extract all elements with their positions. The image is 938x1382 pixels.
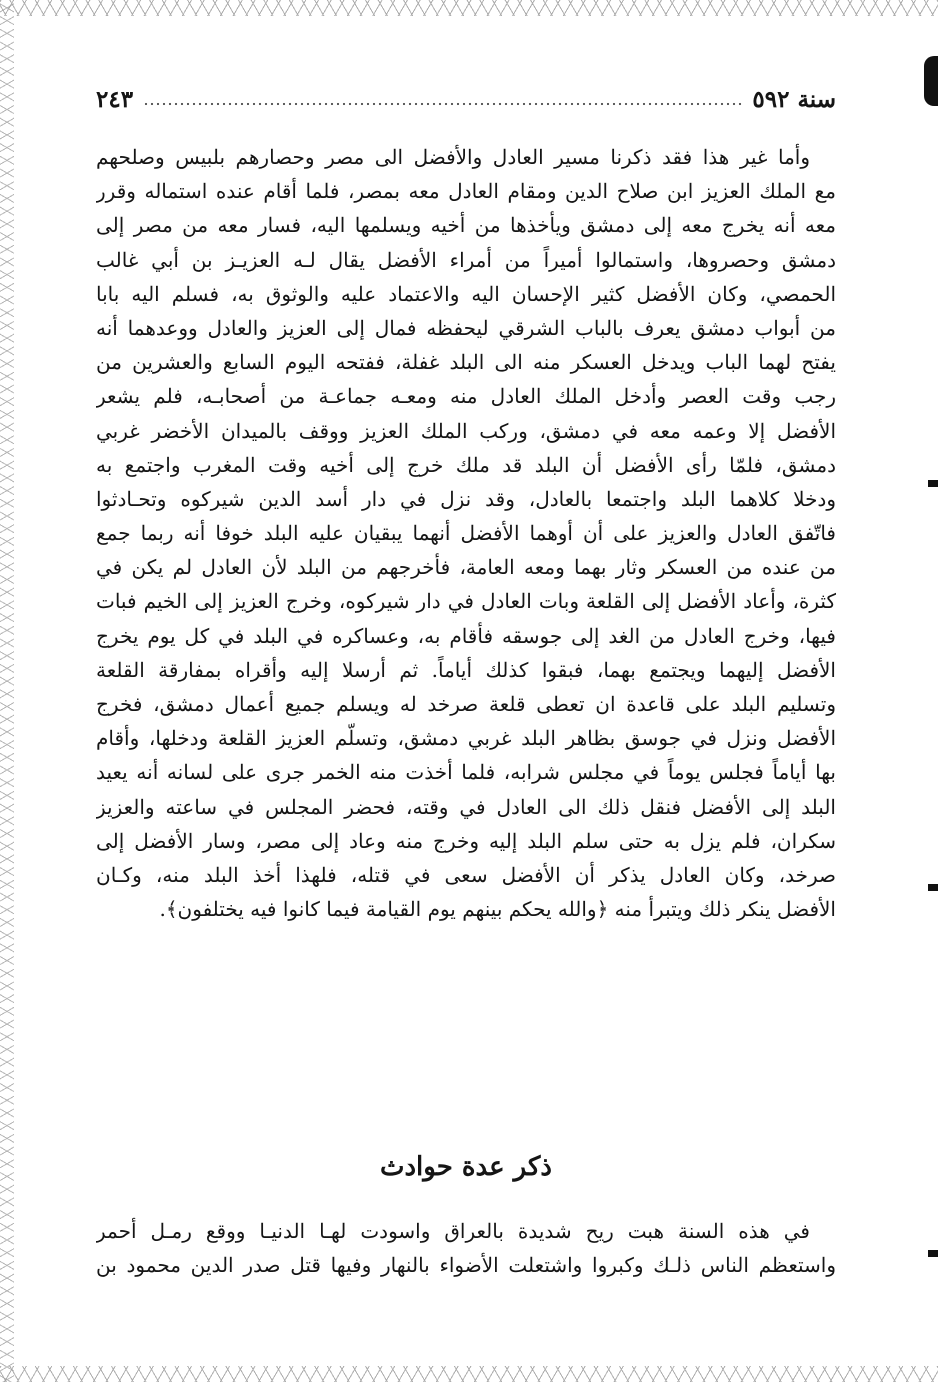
body-paragraph-2 [96,1214,836,1282]
section-heading: ذكر عدة حوادث [380,1152,552,1182]
text-line: البلد إلى الأفضل فنقل ذلك الى العادل في وقته، فحضر المجلس في ساعته والعزيز [96,794,836,819]
margin-mark [928,884,938,891]
text-line: بها أياماً فجلس يوماً في مجلس شرابه، فلما أخذت منه الخمر جرى على لسانه أنه يعيد [96,760,836,785]
text-line: فاتّفق العادل والعزيز على أن أوهما الأفضل أنهما يبقيان عليه البلد خوفا أنه ربما جمع [96,521,836,546]
body-paragraph-1 [96,140,836,926]
decorative-border-top [0,0,938,16]
text-line: في هذه السنة هبت ريح شديدة بالعراق واسودت لهـا الدنيـا ووقع رمـل أحمر [96,1219,810,1243]
text-line: مع الملك العزيز ابن صلاح الدين ومقام العادل معه بمصر، فلما أقام عنده استماله وقرر [96,179,836,204]
text-line: يفتح لهما الباب ويدخل العسكر منه الى البلد غفلة، ففتحه اليوم السابع والعشرين من [96,350,836,375]
header-year: سنة ٥٩٢ [752,85,836,113]
running-header [96,84,836,114]
text-line: الحمصي، وكان الأفضل كثير الإحسان اليه والاعتماد عليه والوثوق به، فسلم اليه بابا [96,281,836,306]
header-dot-leader [143,102,742,106]
text-line: دمشق، فلمّا رأى الأفضل أن البلد قد ملك خرج إلى أخيه وقت المغرب واجتمع به [96,452,836,477]
text-line: وتسليم البلد على قاعدة ان تعطى قلعة صرخد له ويسلم جميع أعمال دمشق، فخرج [96,692,836,716]
text-line: كثرة، وأعاد الأفضل إلى القلعة وبات العادل في دار شيركوه، وخرج العزيز إلى الخيم فبات [96,589,836,614]
decorative-border-bottom [0,1366,938,1382]
margin-mark [928,480,938,487]
text-line: صرخد، وكان العادل يذكر أن الأفضل سعى في قتله، فلهذا أخذ البلد منه، وكـان [96,862,836,887]
text-line: الأفضل إليهما ويجتمع بهما، فبقوا كذلك أياماً. ثم أرسلا إليه وأقراه بمفارقة القلعة [96,657,836,682]
text-line: معه أنه يخرج معه إلى دمشق ويأخذها من أخيه ويسلمها اليه، فسار معه من مصر إلى [96,213,836,238]
text-line: الأفضل إلا وعمه معه في دمشق، وركب الملك العزيز ووقف بالميدان الأخضر غربي [96,418,836,443]
text-line: فيها، وخرج العادل من الغد إلى جوسقه فأقام به، وعساكره في البلد في كل يوم يخرج [96,623,836,648]
text-line: من أبواب دمشق يعرف بالباب الشرقي ليحفظه فمال إلى العزيز والعادل ووعدهما أنه [96,315,836,340]
text-line: واستعظم الناس ذلـك وكبروا واشتعلت الأضواء بالنهار وفيها قتل صدر الدين محمود بن [96,1253,836,1278]
decorative-border-left [0,0,14,1382]
text-line: الأفضل ينكر ذلك ويتبرأ منه ﴿والله يحكم بينهم يوم القيامة فيما كانوا فيه يختلفون﴾. [159,897,836,922]
margin-mark [928,1250,938,1257]
page-number: ٢٤٣ [96,85,134,113]
text-line: من عنده من العسكر وثار بهما ومعه العامة، فأخرجهم من البلد لأن العادل لم يكن في [96,555,836,580]
text-line: سكران، فلم يزل به حتى سلم البلد إليه وخرج منه وعاد إلى مصر، وسار الأفضل إلى [96,828,836,853]
text-line: وأما غير هذا فقد ذكرنا مسير العادل والأفضل الى مصر وحصارهم بلبيس وصلحهم [96,145,810,169]
text-line: الأفضل ونزل في جوسق بظاهر البلد غربي دمشق، وتسلّم العزيز القلعة ودخلها، وأقام [96,726,836,751]
text-line: رجب وقت العصر وأدخل الملك العادل منه ومعـه جماعـة من أصحابـه، فلم يشعر [96,384,836,409]
text-line: ودخلا كلاهما البلد واجتمعا بالعادل، وقد نزل في دار أسد الدين شيركوه وتحـادثوا [96,486,836,511]
thumb-index-tab [924,56,938,106]
text-line: دمشق وحصروها، واستمالوا أميراً من أمراء الأفضل يقال لـه العزيـز بن أبي غالب [96,247,836,272]
